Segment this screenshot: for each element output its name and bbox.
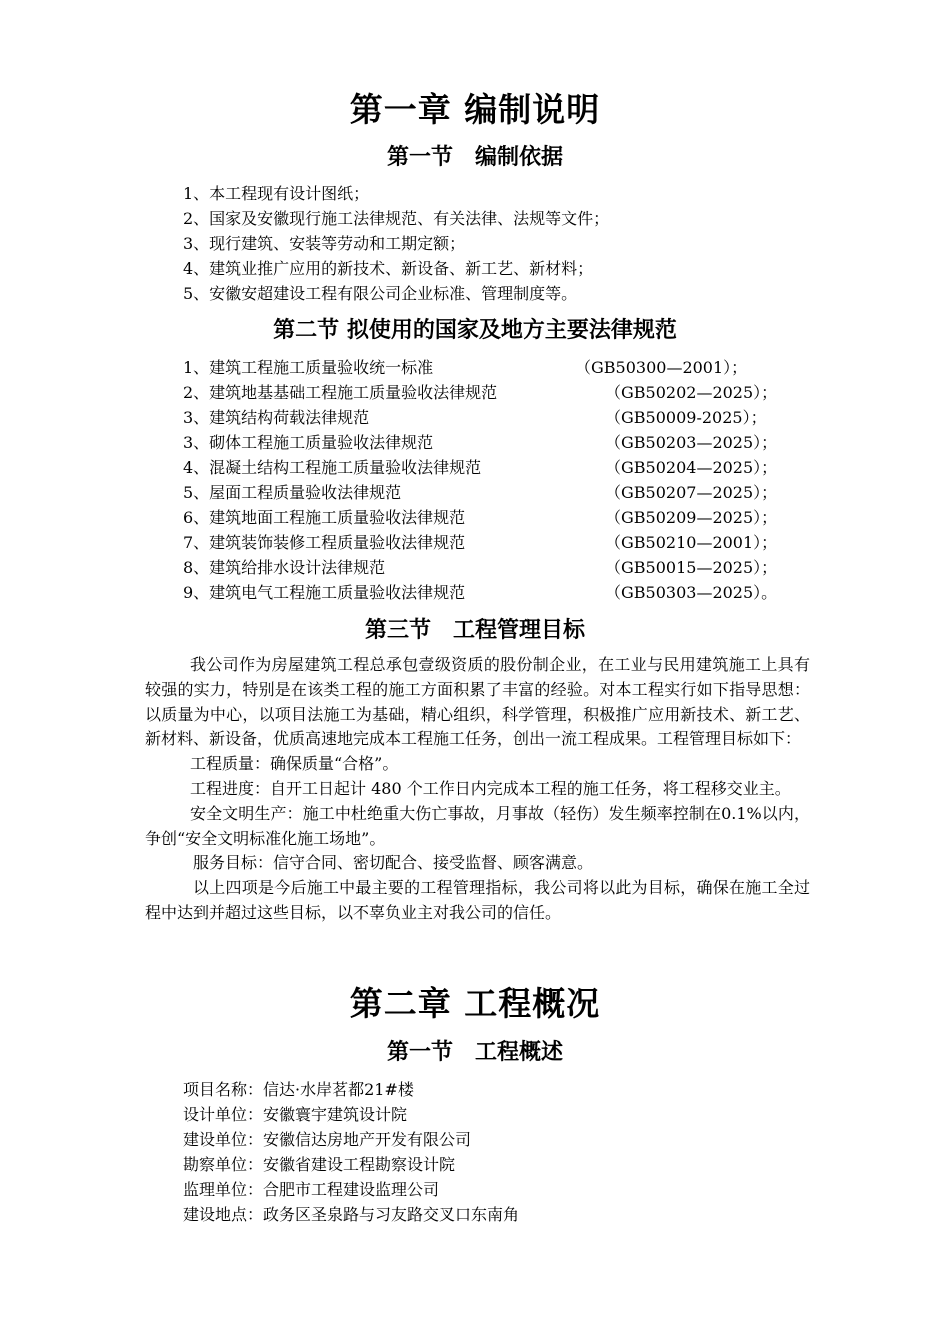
list-item: 5、安徽安超建设工程有限公司企业标准、管理制度等。 — [183, 284, 578, 303]
design-unit: 设计单位：安徽寰宇建筑设计院 — [183, 1105, 408, 1124]
standard-code: （GB50300—2001）； — [575, 358, 748, 377]
standard-name: 6、建筑地面工程施工质量验收法律规范 — [183, 508, 466, 527]
standard-name: 3、砌体工程施工质量验收法律规范 — [183, 433, 434, 452]
construction-unit: 建设单位：安徽信达房地产开发有限公司 — [183, 1130, 472, 1149]
standard-name: 4、混凝土结构工程施工质量验收法律规范 — [183, 458, 482, 477]
standard-code: （GB50210—2001）； — [605, 533, 778, 552]
chapter2-title: 第二章 工程概况 — [349, 984, 601, 1023]
standard-name: 3、建筑结构荷载法律规范 — [183, 408, 370, 427]
standard-name: 8、建筑给排水设计法律规范 — [183, 558, 386, 577]
chapter1-title: 第一章 编制说明 — [349, 90, 601, 129]
standard-code: （GB50207—2025）； — [605, 483, 778, 502]
supervision-unit: 监理单位：合肥市工程建设监理公司 — [183, 1180, 440, 1199]
standard-name: 5、屋面工程质量验收法律规范 — [183, 483, 402, 502]
management-goals-body — [145, 653, 810, 926]
schedule-goal: 工程进度：自开工日起计 480 个工作日内完成本工程的施工任务，将工程移交业主。 — [190, 778, 791, 798]
chapter2-section1-title: 第一节 工程概述 — [386, 1040, 563, 1065]
project-name: 项目名称：信达·水岸茗都21#楼 — [183, 1080, 414, 1099]
summary-paragraph: 以上四项是今后施工中最主要的工程管理指标，我公司将以此为目标，确保在施工全过程中达到并超过这些目标，以不辜负业主对我公司的信任。 — [145, 878, 810, 922]
list-item: 1、本工程现有设计图纸； — [183, 184, 370, 203]
list-item: 2、国家及安徽现行施工法律规范、有关法律、法规等文件； — [183, 209, 610, 228]
standard-code: （GB50303—2025）。 — [605, 583, 778, 602]
standard-code: （GB50204—2025）； — [605, 458, 778, 477]
standard-code: （GB50009-2025）； — [605, 408, 767, 427]
quality-goal: 工程质量：确保质量“合格”。 — [190, 754, 399, 774]
standard-name: 1、建筑工程施工质量验收统一标准 — [183, 358, 434, 377]
chapter1-section2-title: 第二节 拟使用的国家及地方主要法律规范 — [273, 318, 677, 343]
intro-paragraph: 我公司作为房屋建筑工程总承包壹级资质的股份制企业，在工业与民用建筑施工上具有较强的实力，特别是在该类工程的施工方面积累了丰富的经验。对本工程实行如下指导思想：以质量为中心，以项目法施工为基础，精心组织，科学管理，积极推广应用新技术、新工艺、新材料、新设备，优质高速地完成本工程施工任务，创出一流工程成果。工程管理目标如下： — [145, 655, 810, 749]
standard-name: 9、建筑电气工程施工质量验收法律规范 — [183, 583, 466, 602]
standard-code: （GB50209—2025）； — [605, 508, 778, 527]
standard-name: 7、建筑装饰装修工程质量验收法律规范 — [183, 533, 466, 552]
service-goal: 服务目标：信守合同、密切配合、接受监督、顾客满意。 — [193, 853, 594, 873]
chapter1-section1-title: 第一节 编制依据 — [386, 145, 563, 170]
standard-code: （GB50015—2025）； — [605, 558, 778, 577]
list-item: 4、建筑业推广应用的新技术、新设备、新工艺、新材料； — [183, 259, 594, 278]
chapter1-section3-title: 第三节 工程管理目标 — [364, 618, 585, 643]
survey-unit: 勘察单位：安徽省建设工程勘察设计院 — [183, 1155, 456, 1174]
standard-code: （GB50203—2025）； — [605, 433, 778, 452]
list-item: 3、现行建筑、安装等劳动和工期定额； — [183, 234, 466, 253]
construction-site: 建设地点：政务区圣泉路与习友路交叉口东南角 — [183, 1205, 520, 1224]
standard-name: 2、建筑地基基础工程施工质量验收法律规范 — [183, 383, 498, 402]
standard-code: （GB50202—2025）； — [605, 383, 778, 402]
safety-goal: 安全文明生产：施工中杜绝重大伤亡事故，月事故（轻伤）发生频率控制在0.1%以内，争创“安全文明标准化施工场地”。 — [145, 803, 810, 848]
